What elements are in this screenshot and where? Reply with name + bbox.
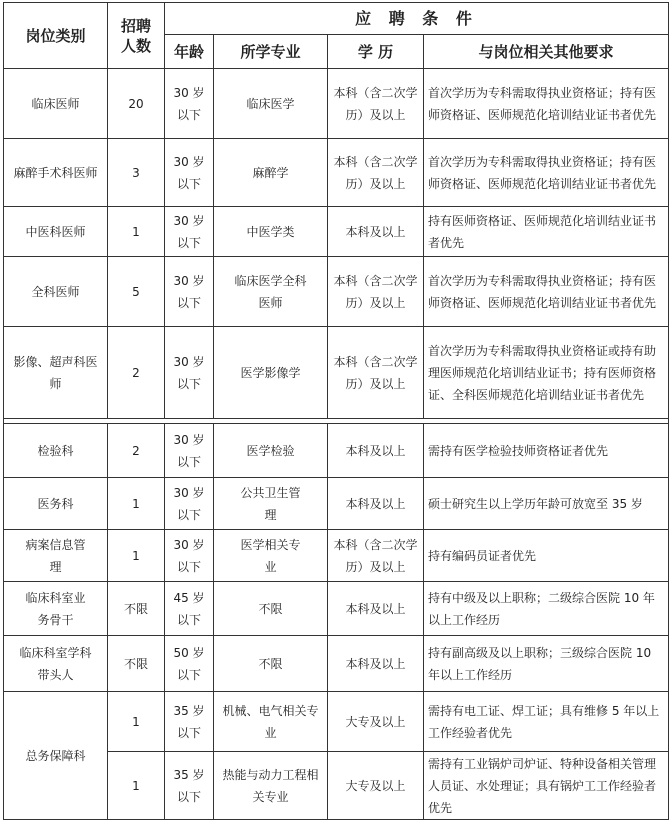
- table-row: [4, 69, 669, 139]
- cell-type: 麻醉手术科医师: [4, 139, 108, 207]
- header-other: 与岗位相关其他要求: [424, 35, 669, 69]
- cell-requirements: 首次学历为专科需取得执业资格证；持有医师资格证、医师规范化培训结业证书者优先: [424, 139, 669, 207]
- cell-type: 临床医师: [4, 69, 108, 139]
- header-major: 所学专业: [214, 35, 328, 69]
- cell-age: 50 岁以下: [165, 636, 214, 692]
- cell-major: 医学检验: [214, 424, 328, 478]
- cell-type: 临床科室业务骨干: [4, 582, 108, 636]
- table-row: [4, 139, 669, 207]
- cell-count: 2: [108, 327, 165, 419]
- cell-age: 45 岁以下: [165, 582, 214, 636]
- cell-type: 影像、超声科医师: [4, 327, 108, 419]
- cell-major: 医学相关专业: [214, 530, 328, 582]
- cell-major: 临床医学: [214, 69, 328, 139]
- cell-education: 本科（含二次学历）及以上: [328, 530, 424, 582]
- cell-requirements: 首次学历为专科需取得执业资格证；持有医师资格证、医师规范化培训结业证书者优先: [424, 69, 669, 139]
- cell-education: 本科及以上: [328, 424, 424, 478]
- cell-major: 临床医学全科医师: [214, 257, 328, 327]
- cell-count: 2: [108, 424, 165, 478]
- table-row: [4, 530, 669, 582]
- cell-education: 本科（含二次学历）及以上: [328, 327, 424, 419]
- header-count: 招聘人数: [108, 3, 165, 69]
- cell-age: 35 岁以下: [165, 752, 214, 820]
- cell-education: 本科及以上: [328, 582, 424, 636]
- cell-major: 麻醉学: [214, 139, 328, 207]
- cell-major: 热能与动力工程相关专业: [214, 752, 328, 820]
- cell-type: 临床科室学科带头人: [4, 636, 108, 692]
- cell-age: 30 岁以下: [165, 69, 214, 139]
- cell-requirements: 持有中级及以上职称；二级综合医院 10 年以上工作经历: [424, 582, 669, 636]
- header-conditions: 应 聘 条 件: [165, 3, 669, 35]
- table-row: [4, 207, 669, 257]
- cell-education: 本科（含二次学历）及以上: [328, 257, 424, 327]
- cell-education: 本科（含二次学历）及以上: [328, 139, 424, 207]
- cell-age: 30 岁以下: [165, 207, 214, 257]
- cell-requirements: 持有副高级及以上职称；三级综合医院 10 年以上工作经历: [424, 636, 669, 692]
- cell-type: 全科医师: [4, 257, 108, 327]
- cell-requirements: 持有医师资格证、医师规范化培训结业证书者优先: [424, 207, 669, 257]
- header-row-1: [4, 3, 669, 35]
- cell-requirements: 需持有电工证、焊工证；具有维修 5 年以上工作经验者优先: [424, 692, 669, 752]
- cell-count: 不限: [108, 636, 165, 692]
- cell-requirements: 需持有工业锅炉司炉证、特种设备相关管理人员证、水处理证；具有锅炉工工作经验者优先: [424, 752, 669, 820]
- cell-count: 20: [108, 69, 165, 139]
- cell-education: 本科（含二次学历）及以上: [328, 69, 424, 139]
- cell-type: 病案信息管理: [4, 530, 108, 582]
- header-age: 年龄: [165, 35, 214, 69]
- cell-requirements: 硕士研究生以上学历年龄可放宽至 35 岁: [424, 478, 669, 530]
- table-row: [4, 257, 669, 327]
- cell-major: 公共卫生管理: [214, 478, 328, 530]
- cell-type: 总务保障科: [4, 692, 108, 820]
- cell-count: 1: [108, 692, 165, 752]
- cell-requirements: 首次学历为专科需取得执业资格证；持有医师资格证、医师规范化培训结业证书者优先: [424, 257, 669, 327]
- cell-count: 不限: [108, 582, 165, 636]
- cell-age: 30 岁以下: [165, 530, 214, 582]
- cell-education: 大专及以上: [328, 752, 424, 820]
- cell-type: 检验科: [4, 424, 108, 478]
- cell-major: 中医学类: [214, 207, 328, 257]
- header-education: 学 历: [328, 35, 424, 69]
- table-row: [4, 478, 669, 530]
- cell-count: 1: [108, 530, 165, 582]
- cell-age: 30 岁以下: [165, 478, 214, 530]
- cell-count: 1: [108, 478, 165, 530]
- table-row: [4, 327, 669, 419]
- cell-education: 大专及以上: [328, 692, 424, 752]
- cell-education: 本科及以上: [328, 636, 424, 692]
- cell-major: 机械、电气相关专业: [214, 692, 328, 752]
- table-row: [4, 636, 669, 692]
- cell-count: 1: [108, 752, 165, 820]
- header-type: 岗位类别: [4, 3, 108, 69]
- table-row: [4, 692, 669, 752]
- cell-age: 30 岁以下: [165, 424, 214, 478]
- cell-count: 3: [108, 139, 165, 207]
- cell-education: 本科及以上: [328, 207, 424, 257]
- cell-age: 30 岁以下: [165, 257, 214, 327]
- cell-requirements: 需持有医学检验技师资格证者优先: [424, 424, 669, 478]
- cell-major: 医学影像学: [214, 327, 328, 419]
- recruitment-table-wrapper: [3, 2, 669, 820]
- cell-major: 不限: [214, 636, 328, 692]
- cell-count: 1: [108, 207, 165, 257]
- cell-age: 30 岁以下: [165, 327, 214, 419]
- cell-type: 中医科医师: [4, 207, 108, 257]
- cell-type: 医务科: [4, 478, 108, 530]
- cell-major: 不限: [214, 582, 328, 636]
- cell-requirements: 持有编码员证者优先: [424, 530, 669, 582]
- cell-requirements: 首次学历为专科需取得执业资格证或持有助理医师规范化培训结业证书；持有医师资格证、全科医师规范化培训结业证书者优先: [424, 327, 669, 419]
- cell-age: 30 岁以下: [165, 139, 214, 207]
- table-row: [4, 582, 669, 636]
- cell-count: 5: [108, 257, 165, 327]
- cell-age: 35 岁以下: [165, 692, 214, 752]
- cell-education: 本科及以上: [328, 478, 424, 530]
- table-row: [4, 424, 669, 478]
- recruitment-table: [3, 2, 669, 820]
